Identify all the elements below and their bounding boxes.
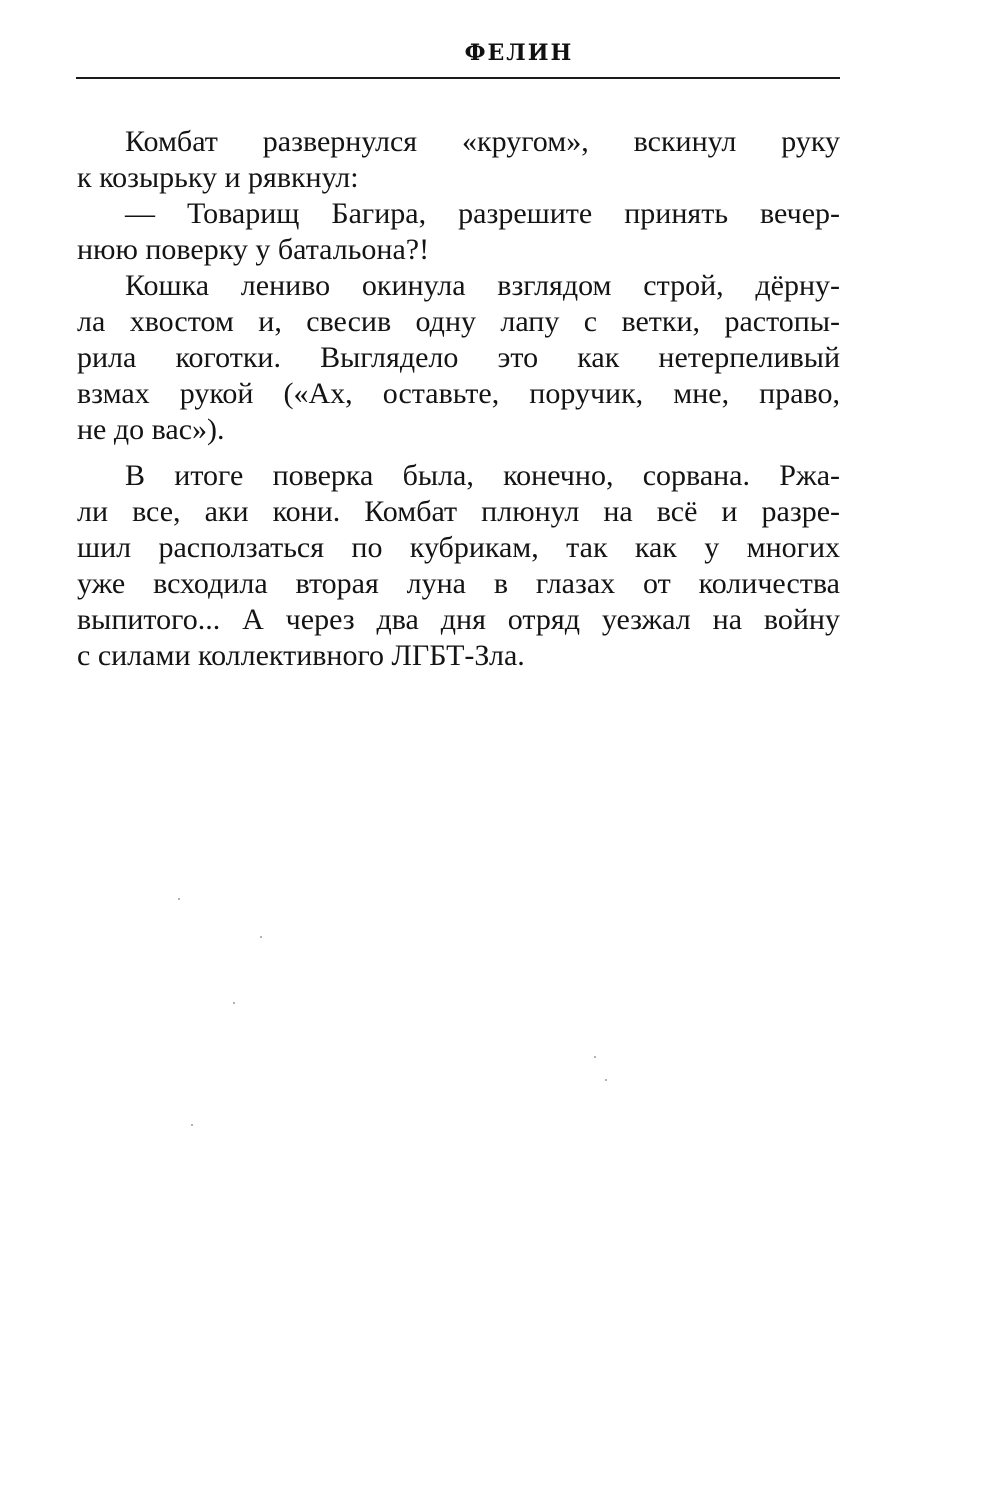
paragraph: [77, 124, 840, 196]
text-line: не до вас»).: [77, 413, 225, 446]
text-line: — Товарищ Багира, разрешите принять вечер-: [125, 197, 840, 230]
paragraph: [77, 268, 840, 448]
text-line: Комбат развернулся «кругом», вскинул руку: [125, 125, 840, 158]
paragraph: [77, 196, 840, 268]
body-text: [77, 124, 840, 674]
header-rule: [76, 77, 840, 79]
text-line: Кошка лениво окинула взглядом строй, дёрну-: [125, 269, 840, 302]
scan-speck: [605, 1079, 607, 1081]
scan-speck: [594, 1056, 596, 1058]
text-line: к козырьку и рявкнул:: [77, 161, 359, 194]
scan-speck: [260, 936, 262, 938]
scan-speck: [233, 1002, 235, 1004]
text-line: взмах рукой («Ах, оставьте, поручик, мне, право,: [77, 377, 840, 410]
paragraph: [77, 458, 840, 674]
text-line: нюю поверку у батальона?!: [77, 233, 430, 266]
text-line: с силами коллективного ЛГБТ-Зла.: [77, 639, 525, 672]
text-line: ла хвостом и, свесив одну лапу с ветки, растопы-: [77, 305, 840, 338]
text-line: шил расползаться по кубрикам, так как у многих: [77, 531, 840, 564]
text-line: В итоге поверка была, конечно, сорвана. Ржа-: [125, 459, 840, 492]
text-line: выпитого... А через два дня отряд уезжал на войну: [77, 603, 840, 636]
scan-speck: [191, 1124, 193, 1126]
running-head: ФЕЛИН: [464, 40, 574, 66]
paragraph-gap: [77, 448, 840, 458]
text-line: рила коготки. Выглядело это как нетерпеливый: [77, 341, 840, 374]
text-line: ли все, аки кони. Комбат плюнул на всё и разре-: [77, 495, 840, 528]
scan-speck: [178, 898, 180, 900]
text-line: уже всходила вторая луна в глазах от количества: [77, 567, 840, 600]
